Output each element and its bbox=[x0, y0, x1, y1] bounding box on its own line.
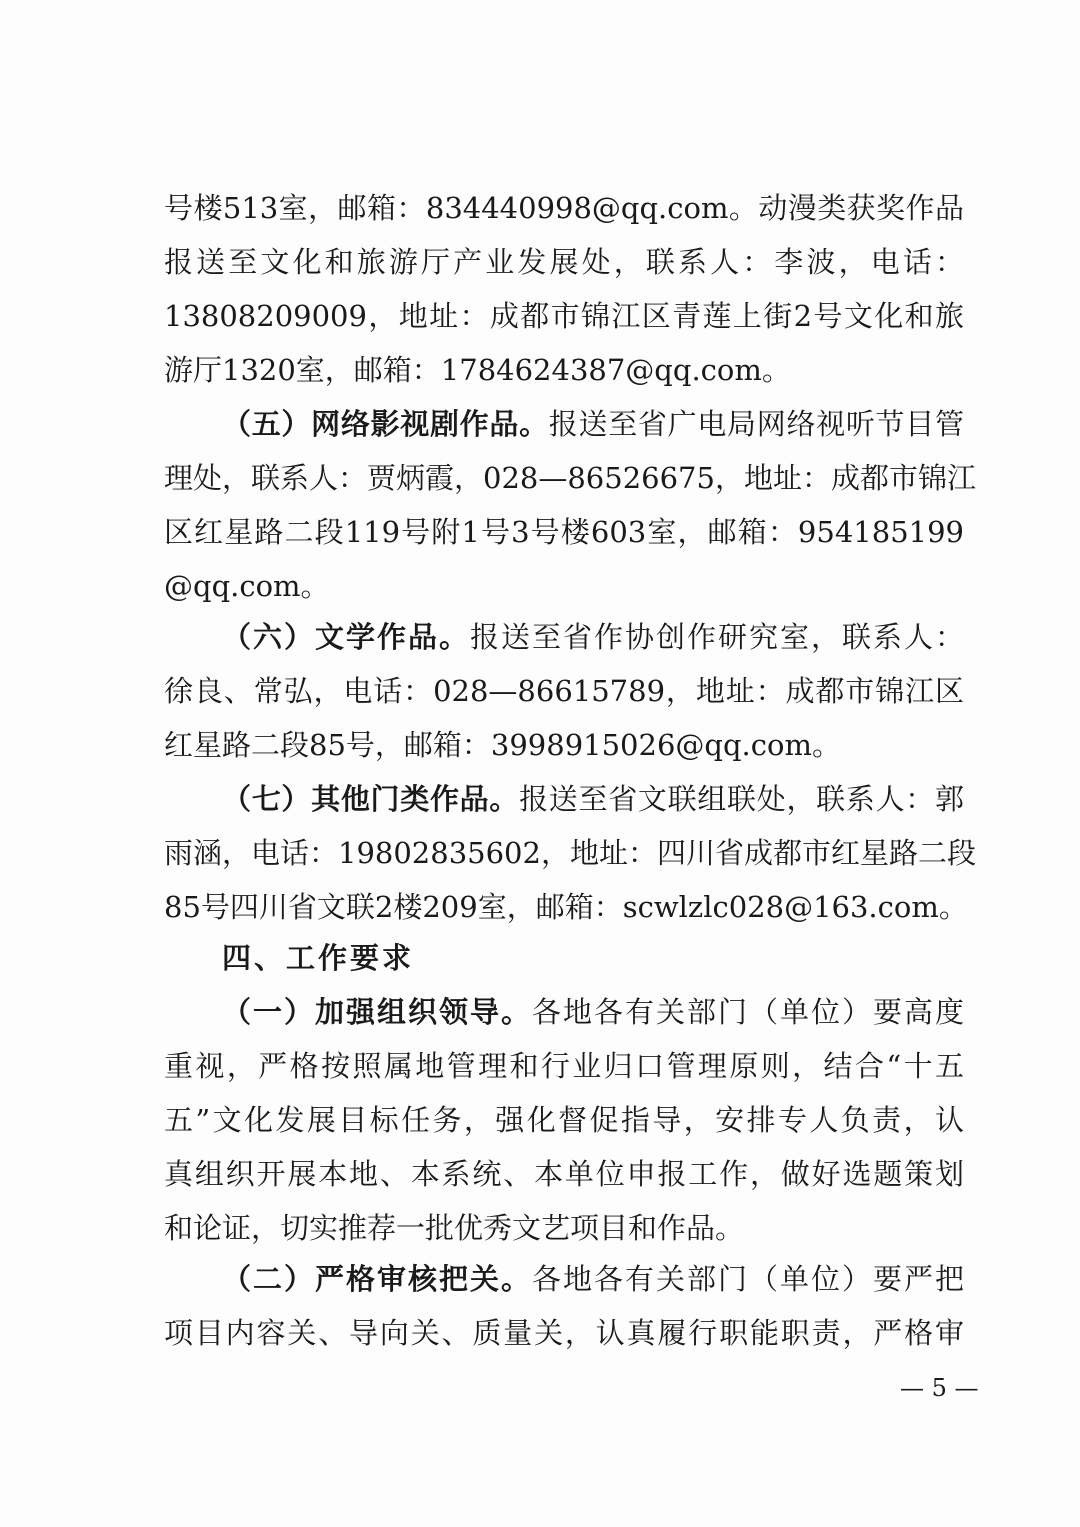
text-line: 13808209009，地址：成都市锦江区青莲上街2号文化和旅 bbox=[164, 299, 964, 333]
text-line: 理处，联系人：贾炳霞，028—86526675，地址：成都市锦江 bbox=[164, 461, 976, 495]
text-line: 徐良、常弘，电话：028—86615789，地址：成都市锦江区 bbox=[164, 674, 964, 708]
text-line: 号楼513室，邮箱：834440998@qq.com。动漫类获奖作品 bbox=[164, 191, 964, 225]
subsection-heading: （六）文学作品。 bbox=[222, 620, 470, 654]
text-line: @qq.com。 bbox=[164, 569, 330, 603]
text-line: 雨涵，电话：19802835602，地址：四川省成都市红星路二段 bbox=[164, 836, 976, 870]
section-heading: 四、工作要求 bbox=[222, 941, 415, 975]
text-line: 和论证，切实推荐一批优秀文艺项目和作品。 bbox=[164, 1211, 745, 1245]
text-line: 红星路二段85号，邮箱：3998915026@qq.com。 bbox=[164, 728, 841, 762]
subsection-heading: （七）其他门类作品。 bbox=[222, 782, 520, 816]
subsection-line: （七）其他门类作品。报送至省文联组联处，联系人：郭 bbox=[222, 782, 964, 816]
text-line: 五”文化发展目标任务，强化督促指导，安排专人负责，认 bbox=[164, 1103, 964, 1137]
subsection-heading: （一）加强组织领导。 bbox=[222, 995, 532, 1029]
text-line: 区红星路二段119号附1号3号楼603室，邮箱：954185199 bbox=[164, 515, 964, 549]
subsection-line: （五）网络影视剧作品。报送至省广电局网络视听节目管 bbox=[222, 407, 964, 441]
text-line: 85号四川省文联2楼209室，邮箱：scwlzlc028@163.com。 bbox=[164, 890, 968, 924]
subsection-line: （二）严格审核把关。各地各有关部门（单位）要严把 bbox=[222, 1262, 964, 1296]
text-line: 报送至文化和旅游厅产业发展处，联系人：李波，电话： bbox=[164, 245, 964, 279]
text-line: 真组织开展本地、本系统、本单位申报工作，做好选题策划 bbox=[164, 1157, 964, 1191]
subsection-heading: （五）网络影视剧作品。 bbox=[222, 407, 549, 441]
subsection-heading: （二）严格审核把关。 bbox=[222, 1262, 532, 1296]
subsection-line: （一）加强组织领导。各地各有关部门（单位）要高度 bbox=[222, 995, 964, 1029]
subsection-line: （六）文学作品。报送至省作协创作研究室，联系人： bbox=[222, 620, 964, 654]
text-line: 项目内容关、导向关、质量关，认真履行职能职责，严格审 bbox=[164, 1316, 964, 1350]
page-number: — 5 — bbox=[900, 1374, 979, 1402]
text-line: 游厅1320室，邮箱：1784624387@qq.com。 bbox=[164, 353, 791, 387]
text-line: 重视，严格按照属地管理和行业归口管理原则，结合“十五 bbox=[164, 1049, 964, 1083]
